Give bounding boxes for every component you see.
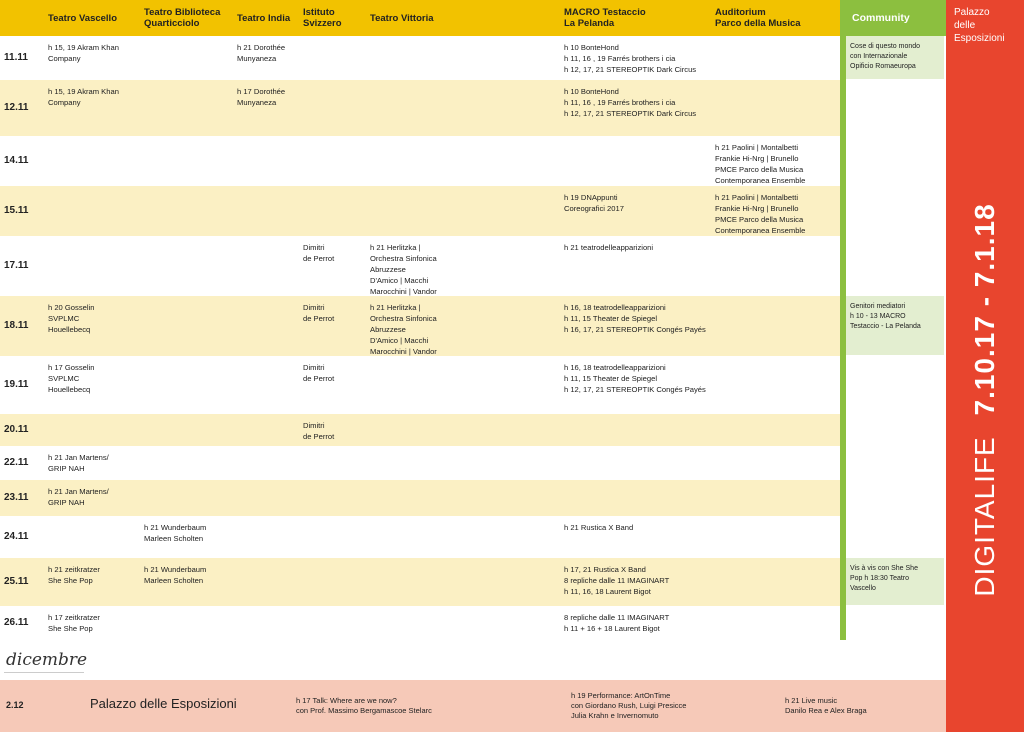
december-event-music: h 21 Live music Danilo Rea e Alex Braga	[785, 696, 867, 715]
community-cell	[846, 36, 944, 79]
community-text: Cose di questo mondo con Internazionale Opificio Romaeuropa	[850, 43, 921, 70]
month-underline	[4, 672, 84, 673]
december-venue: Palazzo delle Esposizioni	[90, 696, 237, 711]
schedule-cell: h 21 Paolini | Montalbetti Frankie Hi-Nrg | Brunello PMCE Parco della Musica Contemporanea Ensemble	[715, 143, 806, 185]
community-cell	[846, 296, 944, 355]
table-row	[0, 236, 840, 296]
schedule-cell: h 21 Jan Martens/ GRIP NAH	[48, 453, 109, 473]
community-cell	[846, 558, 944, 605]
table-row	[0, 80, 840, 136]
schedule-cell: h 15, 19 Akram Khan Company	[48, 87, 119, 107]
schedule-cell: h 17, 21 Rustica X Band 8 repliche dalle 11 IMAGINART h 11, 16, 18 Laurent Bigot	[564, 565, 670, 596]
row-date: 23.11	[4, 492, 29, 503]
schedule-cell: 8 repliche dalle 11 IMAGINART h 11 + 16 + 18 Laurent Bigot	[564, 613, 670, 633]
row-date: 20.11	[4, 424, 29, 435]
schedule-cell: h 21 Dorothée Munyaneza	[237, 43, 286, 63]
schedule-cell: h 21 Wunderbaum Marleen Scholten	[144, 565, 207, 585]
row-date: 11.11	[4, 52, 28, 63]
schedule-cell: h 21 Wunderbaum Marleen Scholten	[144, 523, 207, 543]
row-date: 25.11	[4, 576, 29, 587]
event-name: DIGITALIFE	[969, 436, 1000, 597]
schedule-cell: Dimitri de Perrot	[303, 421, 335, 441]
schedule-cell: h 21 Jan Martens/ GRIP NAH	[48, 487, 109, 507]
table-row	[0, 606, 840, 640]
venue-header-svizzero: Istituto Svizzero	[303, 7, 342, 29]
community-text: Genitori mediatori h 10 - 13 MACRO Testaccio - La Pelanda	[850, 303, 921, 330]
community-cell	[846, 236, 944, 295]
schedule-cell: h 21 Rustica X Band	[564, 523, 634, 532]
schedule-cell: h 10 BonteHond h 11, 16 , 19 Farrés brothers i cia h 12, 17, 21 STEREOPTIK Dark Circus	[564, 43, 697, 74]
table-row	[0, 186, 840, 236]
table-row	[0, 558, 840, 606]
december-event-performance: h 19 Performance: ArtOnTime con Giordano Rush, Luigi Presicce Julia Krahn e Invernomuto	[571, 691, 687, 720]
community-cell	[846, 446, 944, 479]
community-cell	[846, 516, 944, 557]
table-row	[0, 480, 840, 516]
venue-header	[0, 0, 840, 36]
schedule-cell: h 21 Herlitzka | Orchestra Sinfonica Abruzzese D'Amico | Macchi Marocchini | Vandor	[370, 243, 437, 296]
table-row	[0, 516, 840, 558]
schedule-cell: h 21 Paolini | Montalbetti Frankie Hi-Nrg | Brunello PMCE Parco della Musica Contemporanea Ensemble	[715, 193, 806, 235]
schedule-cell: Dimitri de Perrot	[303, 303, 335, 323]
schedule-cell: h 19 DNAppunti Coreografici 2017	[564, 193, 624, 213]
december-date: 2.12	[6, 700, 24, 710]
community-cell	[846, 356, 944, 413]
schedule-cell: h 17 Dorothée Munyaneza	[237, 87, 286, 107]
row-date: 24.11	[4, 531, 29, 542]
schedule-cell: h 21 teatrodelleapparizioni	[564, 243, 654, 252]
sidebar-title: Palazzo delle Esposizioni	[954, 7, 1005, 44]
row-date: 14.11	[4, 155, 29, 166]
community-text: Vis à vis con She She Pop h 18:30 Teatro Vascello	[850, 565, 918, 592]
venue-header-india: Teatro India	[237, 12, 291, 24]
row-date: 19.11	[4, 379, 29, 390]
schedule-cell: h 20 Gosselin SVPLMC Houellebecq	[48, 303, 95, 334]
row-date: 12.11	[4, 102, 29, 113]
venue-header-quarticciolo: Teatro Biblioteca Quarticciolo	[144, 7, 221, 29]
table-row	[0, 296, 840, 356]
venue-header-auditorium: Auditorium Parco della Musica	[715, 7, 801, 29]
table-row	[0, 446, 840, 480]
schedule-cell: h 16, 18 teatrodelleapparizioni h 11, 15 Theater de Spiegel h 12, 17, 21 STEREOPTIK Congés Payés	[564, 363, 706, 394]
community-cell	[846, 606, 944, 639]
venue-header-vittoria: Teatro Vittoria	[370, 12, 434, 24]
community-header	[840, 0, 946, 36]
schedule-cell: h 17 zeitkratzer She She Pop	[48, 613, 100, 633]
schedule-cell: Dimitri de Perrot	[303, 243, 335, 263]
table-row	[0, 36, 840, 80]
schedule-cell: h 21 Herlitzka | Orchestra Sinfonica Abruzzese D'Amico | Macchi Marocchini | Vandor	[370, 303, 437, 356]
venue-header-vascello: Teatro Vascello	[48, 12, 117, 24]
row-date: 15.11	[4, 205, 29, 216]
venue-header-macro: MACRO Testaccio La Pelanda	[564, 7, 646, 29]
community-cell	[846, 414, 944, 445]
community-cell	[846, 136, 944, 185]
month-label-december: dicembre	[6, 650, 88, 670]
row-date: 18.11	[4, 320, 29, 331]
table-row	[0, 136, 840, 186]
row-date: 26.11	[4, 617, 29, 628]
row-date: 17.11	[4, 260, 29, 271]
community-cell	[846, 80, 944, 135]
schedule-cell: h 15, 19 Akram Khan Company	[48, 43, 119, 63]
table-row	[0, 414, 840, 446]
december-event-talk: h 17 Talk: Where are we now? con Prof. Massimo Bergamascoe Stelarc	[296, 696, 432, 715]
community-cell	[846, 480, 944, 515]
schedule-cell: h 21 zeitkratzer She She Pop	[48, 565, 100, 585]
schedule-cell: h 10 BonteHond h 11, 16 , 19 Farrés brothers i cia h 12, 17, 21 STEREOPTIK Dark Circus	[564, 87, 697, 118]
schedule-cell: Dimitri de Perrot	[303, 363, 335, 383]
event-banner-text	[969, 203, 1001, 596]
row-date: 22.11	[4, 457, 29, 468]
schedule-cell: h 16, 18 teatrodelleapparizioni h 11, 15 Theater de Spiegel h 16, 17, 21 STEREOPTIK Congés Payés	[564, 303, 706, 334]
event-dates: 7.10.17 - 7.1.18	[969, 203, 1000, 416]
december-band	[0, 680, 946, 732]
schedule-cell: h 17 Gosselin SVPLMC Houellebecq	[48, 363, 95, 394]
community-label: Community	[852, 12, 910, 24]
community-cell	[846, 186, 944, 235]
table-row	[0, 356, 840, 414]
